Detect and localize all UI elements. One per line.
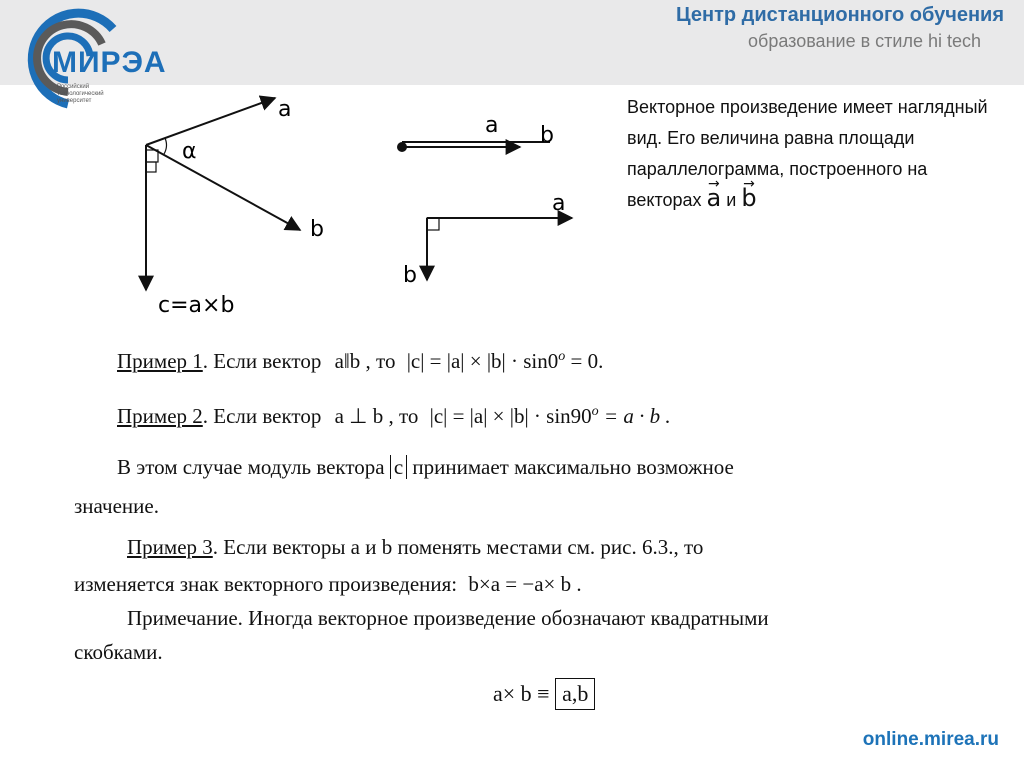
example-3 [127,535,703,560]
vector-diagram [120,90,600,320]
example-1-result: = 0. [570,349,604,373]
example-1-text: . Если вектор [202,349,322,373]
example-2-formula: |c| = |a| × |b| · sin90 [429,404,592,428]
example-2-label: Пример 2 [117,404,203,428]
example-1-formula: |c| = |a| × |b| · sin0 [406,349,559,373]
example-1-sup: o [558,349,566,364]
example-1-then: , то [365,349,396,373]
vector-b-symbol: → b [741,188,756,208]
remark-line2: скобками. [74,640,163,664]
example-2-then: , то [388,404,419,428]
label-c: c=a×b [158,293,235,318]
remark-formula [493,678,595,710]
remark-formula-right: a,b [555,678,595,710]
note-max-part2: принимает максимально возможное [412,455,734,479]
description-and: и [726,190,737,210]
header-title: Центр дистанционного обучения [676,4,1004,26]
remark-line1: Примечание. Иногда векторное произведение обозначают квадратными [127,606,769,630]
example-1-label: Пример 1 [117,349,203,373]
logo-subtext: Российский технологический университет [57,84,104,104]
example-1-cond: a‖b [334,349,361,373]
label-a: a [278,97,292,122]
example-2 [117,404,671,429]
label-b-perp: b [403,263,417,288]
label-a-perp: a [552,191,566,216]
example-3-label: Пример 3 [127,535,213,559]
remark-formula-left: a× b ≡ [493,681,550,706]
example-2-sup: o [591,404,599,419]
vector-a-symbol: → a [707,188,722,208]
logo-text: МИРЭА [52,46,167,79]
note-max-line1 [117,455,734,480]
right-angle-mark [146,162,156,172]
description-body: Векторное произведение имеет наглядный вид. Его величина равна площади параллелограмма, построенного на векторах [627,97,988,210]
vector-b-arrow [146,145,300,230]
example-2-cond: a ⊥ b [334,404,384,428]
note-max-part1: В этом случае модуль вектора [117,455,385,479]
example-3-line2 [74,572,582,597]
right-angle-mark [146,150,158,162]
header-subtitle: образование в стиле hi tech [748,31,981,51]
label-b-parallel: b [540,123,554,148]
header-bar [0,0,1024,104]
example-3-text: . Если векторы a и b поменять местами см. рис. 6.3., то [212,535,704,559]
example-1 [117,349,603,374]
example-2-text: . Если вектор [202,404,322,428]
footer-site: online.mirea.ru [862,729,999,750]
example-3-line2-text: изменяется знак векторного произведения: [74,572,458,596]
label-b: b [310,217,324,242]
description-text [627,92,1002,216]
label-a-parallel: a [485,113,499,138]
note-max-vec: c [390,455,407,479]
example-3-formula: b×a = −a× b . [468,572,582,596]
label-alpha: α [182,139,197,164]
note-max-line2: значение. [74,494,159,518]
example-2-result: = a · b . [603,404,671,428]
